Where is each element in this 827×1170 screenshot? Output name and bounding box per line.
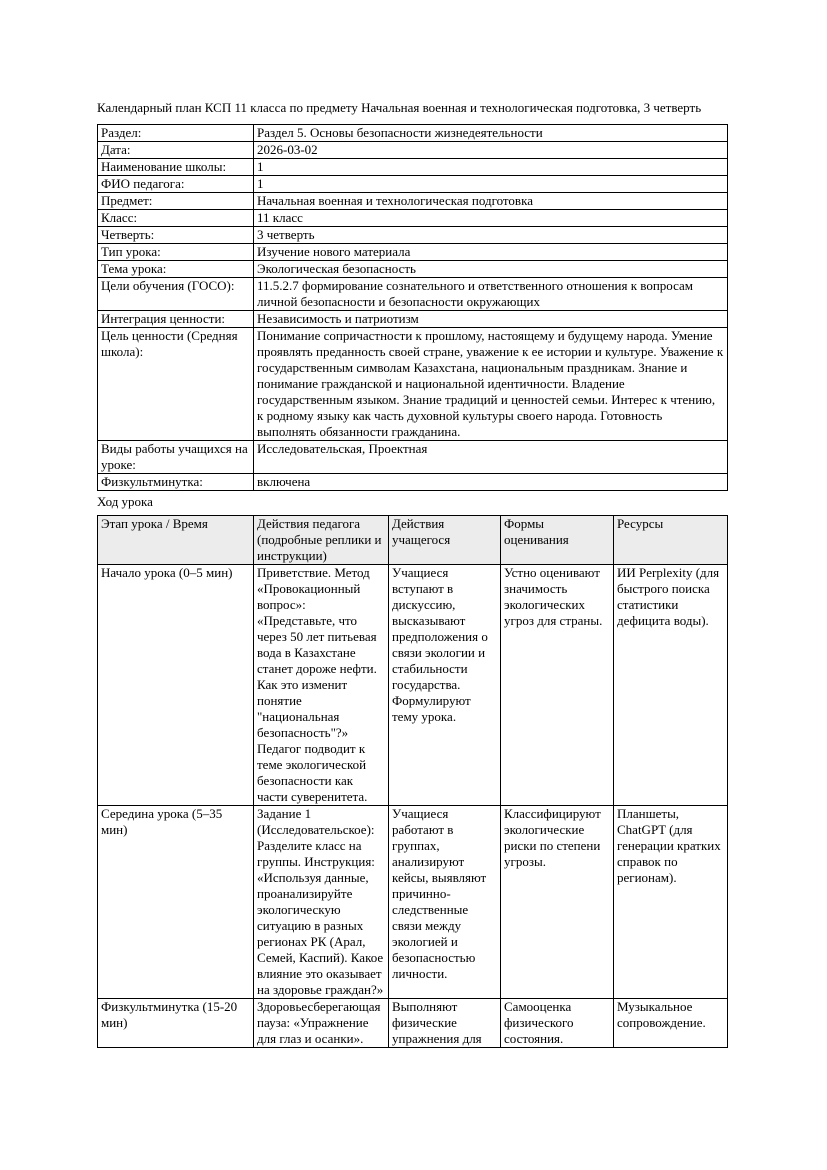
info-row-label: Тип урока: [98,244,254,261]
header-assessment: Формы оценивания [501,516,614,565]
info-row-value: Раздел 5. Основы безопасности жизнедеятельности [254,125,728,142]
info-row-value: включена [254,474,728,491]
info-row-value: 1 [254,176,728,193]
info-row-value: Начальная военная и технологическая подготовка [254,193,728,210]
cell-student-actions: Учащиеся вступают в дискуссию, высказывают предположения о связи экологии и стабильности государства. Формулируют тему урока. [389,565,501,806]
cell-teacher-actions: Здоровьесберегающая пауза: «Упражнение для глаз и осанки». [254,999,389,1048]
cell-resources: ИИ Perplexity (для быстрого поиска статистики дефицита воды). [614,565,728,806]
lesson-table-row [98,806,728,999]
info-row-label: Интеграция ценности: [98,311,254,328]
info-row-value: Независимость и патриотизм [254,311,728,328]
cell-stage-time: Середина урока (5–35 мин) [98,806,254,999]
section-heading: Ход урока [97,494,153,509]
lesson-info-table [97,124,728,491]
info-row-label: Класс: [98,210,254,227]
info-table-row [98,193,728,210]
document-title: Календарный план КСП 11 класса по предмету Начальная военная и технологическая подготовка, 3 четверть [97,100,702,115]
info-row-value: Исследовательская, Проектная [254,441,728,474]
cell-stage-time: Начало урока (0–5 мин) [98,565,254,806]
info-row-value: Изучение нового материала [254,244,728,261]
info-row-label: Виды работы учащихся на уроке: [98,441,254,474]
cell-assessment: Классифицируют экологические риски по степени угрозы. [501,806,614,999]
header-student-actions: Действия учащегося [389,516,501,565]
cell-assessment: Самооценка физического состояния. [501,999,614,1048]
cell-resources: Планшеты, ChatGPT (для генерации кратких справок по регионам). [614,806,728,999]
lesson-table-row [98,999,728,1048]
info-table-row [98,159,728,176]
info-row-label: ФИО педагога: [98,176,254,193]
info-row-label: Наименование школы: [98,159,254,176]
lesson-table-body [98,565,728,1048]
document-page [97,100,727,1048]
lesson-course-table [97,515,728,1048]
cell-student-actions: Учащиеся работают в группах, анализируют кейсы, выявляют причинно-следственные связи между экологией и безопасностью личности. [389,806,501,999]
info-table-row [98,311,728,328]
info-table-row [98,142,728,159]
info-row-label: Физкультминутка: [98,474,254,491]
info-table-row [98,210,728,227]
info-row-value: 11.5.2.7 формирование сознательного и ответственного отношения к вопросам личной безопасности и безопасности окружающих [254,278,728,311]
header-teacher-actions: Действия педагога (подробные реплики и инструкции) [254,516,389,565]
lesson-table-header-row [98,516,728,565]
cell-student-actions: Выполняют физические упражнения для [389,999,501,1048]
cell-resources: Музыкальное сопровождение. [614,999,728,1048]
info-row-label: Тема урока: [98,261,254,278]
info-table-row [98,474,728,491]
cell-assessment: Устно оценивают значимость экологических угроз для страны. [501,565,614,806]
info-row-value: 11 класс [254,210,728,227]
info-table-body [98,125,728,491]
info-row-label: Цель ценности (Средняя школа): [98,328,254,441]
cell-teacher-actions: Задание 1 (Исследовательское): Разделите класс на группы. Инструкция: «Используя данные, проанализируйте экологическую ситуацию в разных регионах РК (Арал, Семей, Каспий). Какое влияние это оказывает на здоровье граждан?» [254,806,389,999]
cell-teacher-actions: Приветствие. Метод «Провокационный вопрос»: «Представьте, что через 50 лет питьевая вода в Казахстане станет дороже нефти. Как это изменит понятие "национальная безопасность"?» Педагог подводит к теме экологической безопасности как части суверенитета. [254,565,389,806]
info-table-row [98,125,728,142]
info-table-row [98,441,728,474]
info-row-label: Дата: [98,142,254,159]
header-resources: Ресурсы [614,516,728,565]
info-row-value: 3 четверть [254,227,728,244]
info-row-value: Понимание сопричастности к прошлому, настоящему и будущему народа. Умение проявлять преданность своей стране, уважение к ее истории и культуре. Уважение к государственным символам Казахстана, национальным праздникам. Знание и понимание гражданской и национальной идентичности. Владение государственным языком. Знание традиций и ценностей семьи. Интерес к чтению, к родному языку как часть духовной культуры своего народа. Готовность выполнять обязанности гражданина. [254,328,728,441]
info-row-value: 1 [254,159,728,176]
info-table-row [98,261,728,278]
info-table-row [98,328,728,441]
info-row-label: Предмет: [98,193,254,210]
info-table-row [98,227,728,244]
info-row-label: Четверть: [98,227,254,244]
header-stage-time: Этап урока / Время [98,516,254,565]
info-row-value: 2026-03-02 [254,142,728,159]
info-row-value: Экологическая безопасность [254,261,728,278]
info-row-label: Раздел: [98,125,254,142]
info-table-row [98,176,728,193]
info-table-row [98,278,728,311]
info-row-label: Цели обучения (ГОСО): [98,278,254,311]
info-table-row [98,244,728,261]
lesson-table-row [98,565,728,806]
cell-stage-time: Физкультминутка (15-20 мин) [98,999,254,1048]
